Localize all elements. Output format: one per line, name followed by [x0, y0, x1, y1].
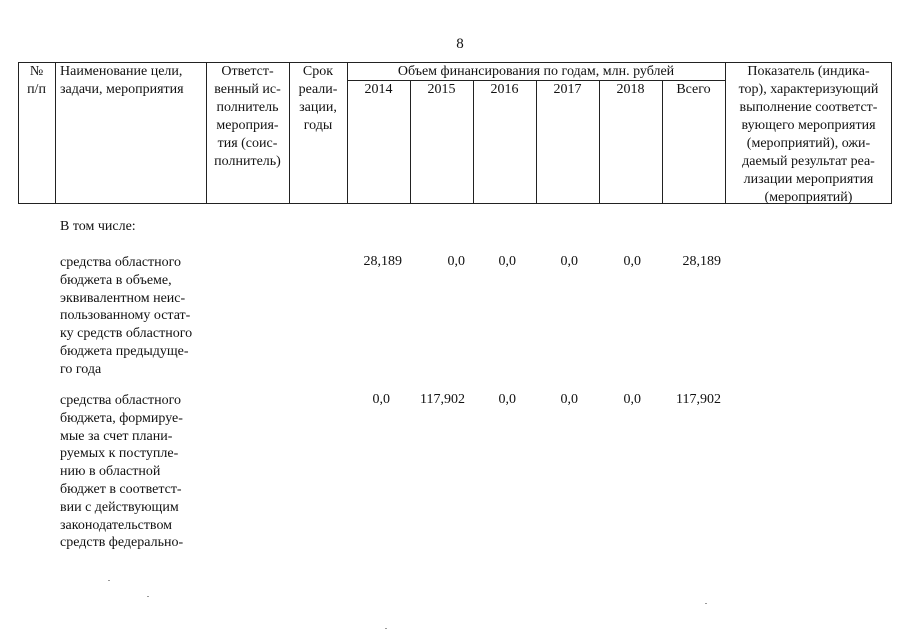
- col-border: [55, 62, 56, 203]
- value-2017: 0,0: [560, 254, 578, 269]
- header-indicator-line: тор), характеризующий: [738, 82, 879, 97]
- value-total: 117,902: [676, 392, 721, 407]
- header-indicator-line: даемый результат реа-: [742, 154, 875, 169]
- row-description-line: бюджета предыдуще-: [60, 343, 189, 359]
- header-name-line: задачи, мероприятия: [60, 82, 184, 97]
- value-2018: 0,0: [623, 392, 641, 407]
- section-label: В том числе:: [60, 219, 136, 234]
- row-description-line: руемых к поступле-: [60, 446, 179, 462]
- header-indicator-line: вующего мероприятия: [741, 118, 876, 133]
- row-description-line: законодательством: [60, 517, 173, 533]
- header-indicator: [726, 63, 891, 207]
- row-description-line: пользованному остат-: [60, 308, 191, 324]
- header-responsible-line: полнитель: [216, 100, 279, 115]
- header-num: [18, 63, 55, 99]
- header-responsible: [206, 63, 289, 171]
- header-responsible-line: Ответст-: [221, 64, 274, 79]
- row-description-line: средства областного: [60, 255, 182, 270]
- row-description-line: мые за счет плани-: [60, 428, 173, 444]
- col-border: [891, 62, 892, 203]
- row-description-line: эквивалентном неис-: [60, 290, 186, 306]
- header-indicator-line: выполнение соответст-: [739, 100, 878, 115]
- header-term-line: зации,: [299, 100, 337, 115]
- value-2016: 0,0: [498, 254, 516, 269]
- row-description-line: нию в областной: [60, 464, 161, 480]
- scan-speck: [108, 580, 110, 581]
- header-year-2018: 2018: [616, 82, 645, 97]
- row-description-line: ку средств областного: [60, 326, 193, 342]
- header-responsible-line: полнитель): [214, 154, 281, 169]
- header-term-line: Срок: [302, 64, 334, 79]
- header-responsible-line: тия (соис-: [217, 136, 278, 151]
- value-2016: 0,0: [498, 392, 516, 407]
- header-responsible-line: венный ис-: [214, 82, 281, 97]
- row-description-line: го года: [60, 361, 102, 377]
- value-2018: 0,0: [623, 254, 641, 269]
- value-2017: 0,0: [560, 392, 578, 407]
- header-year-2016: 2016: [490, 82, 519, 97]
- scan-speck: [385, 628, 387, 629]
- value-total: 28,189: [682, 254, 721, 269]
- header-year-2015: 2015: [427, 82, 456, 97]
- header-indicator-line: лизации мероприятия: [743, 172, 874, 187]
- row-description: [60, 254, 205, 379]
- row-description-line: средств федерально-: [60, 535, 184, 551]
- header-funding-title: Объем финансирования по годам, млн. рублей: [397, 64, 675, 79]
- row-description-line: средства областного: [60, 393, 182, 408]
- row-description-line: бюджета, формируе-: [60, 410, 183, 426]
- scan-speck: [705, 603, 707, 604]
- row-description: [60, 392, 205, 552]
- header-num-line: №: [29, 64, 44, 79]
- header-year-2014: 2014: [364, 82, 393, 97]
- header-term-line: годы: [303, 118, 333, 133]
- row-description-line: бюджета в объеме,: [60, 272, 172, 288]
- header-name-line: Наименование цели,: [60, 64, 183, 79]
- header-indicator-line: (мероприятий): [764, 190, 853, 205]
- header-term-line: реали-: [298, 82, 338, 97]
- header-year-2017: 2017: [553, 82, 582, 97]
- header-indicator-line: (мероприятий), ожи-: [746, 136, 871, 151]
- row-description-line: вии с действующим: [60, 499, 179, 515]
- page-number: 8: [456, 36, 464, 52]
- header-term: [289, 63, 347, 135]
- header-total: Всего: [676, 82, 711, 97]
- header-responsible-line: мероприя-: [216, 118, 279, 133]
- header-indicator-line: Показатель (индика-: [747, 64, 870, 79]
- value-2014: 0,0: [372, 392, 390, 407]
- value-2015: 117,902: [420, 392, 465, 407]
- row-description-line: бюджет в соответст-: [60, 481, 182, 497]
- scan-speck: [147, 596, 149, 597]
- header-name: [60, 63, 206, 99]
- value-2014: 28,189: [363, 254, 402, 269]
- value-2015: 0,0: [447, 254, 465, 269]
- header-num-line: п/п: [27, 82, 46, 97]
